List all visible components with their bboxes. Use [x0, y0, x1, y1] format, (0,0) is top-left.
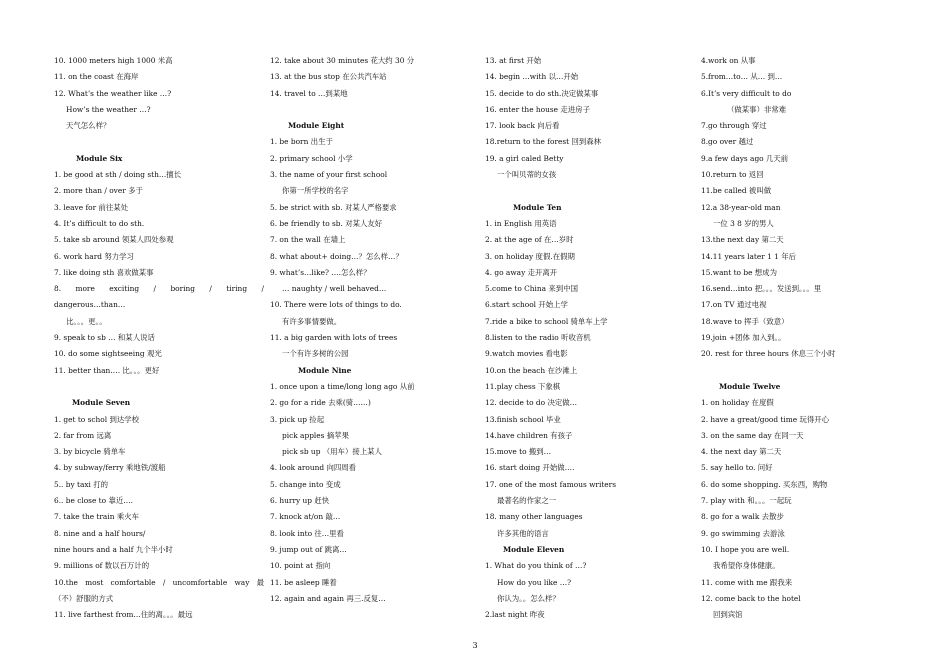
vocab-line: 11. on the coast 在海岸 — [54, 72, 139, 82]
vocab-line: 5.from…to… 从… 到… — [701, 72, 783, 82]
vocab-line: 11.be called 被叫做 — [701, 186, 772, 196]
vocab-line: 7. on the wall 在墙上 — [270, 235, 346, 245]
vocab-line: 3. on the same day 在同一天 — [701, 430, 804, 440]
vocab-line: 13. at first 开始 — [485, 56, 542, 65]
vocab-line: 8. look into 往…里看 — [270, 528, 344, 538]
vocab-line: 7. knock at/on 敲… — [270, 512, 341, 522]
vocab-line: 15. decide to do sth.决定做某事 — [485, 88, 599, 98]
vocab-line: 2. have a great/good time 玩得开心 — [701, 414, 830, 424]
vocab-line: 9. what’s…like? ….怎么样？ — [270, 267, 371, 277]
vocab-line: 6.It’s very difficult to do — [701, 88, 792, 98]
vocab-line: 2. primary school 小学 — [270, 153, 353, 163]
vocab-line: 10. point at 指向 — [270, 561, 331, 571]
vocab-line: How do you like …? — [497, 577, 572, 587]
word: 8. — [54, 284, 62, 294]
vocab-line: 10.return to 返回 — [701, 170, 764, 180]
justified-line — [54, 281, 264, 297]
vocab-line: 4. the next day 第二天 — [701, 447, 782, 457]
vocab-line: 4.work on 从事 — [701, 56, 756, 65]
spacer — [54, 134, 264, 150]
justified-line — [54, 575, 264, 591]
vocab-line: dangerous…than… — [54, 300, 126, 310]
word: exciting — [109, 284, 140, 294]
vocab-line: 天气怎么样？ — [66, 121, 111, 131]
vocab-line: 8. what about+ doing…？怎么样…？ — [270, 251, 403, 261]
vocab-line: 12. come back to the hotel — [701, 593, 801, 603]
vocab-line: 1. be good at sth / doing sth…擅长 — [54, 170, 182, 180]
vocab-line: 有许多事情要做。 — [282, 316, 342, 326]
vocab-line: 1. What do you think of …? — [485, 561, 587, 571]
vocab-line: 14. begin …with 以…开始 — [485, 72, 579, 82]
vocab-line: 12. take about 30 minutes 花大约 30 分 — [270, 56, 415, 65]
vocab-line: 9.a few days ago 几天前 — [701, 153, 789, 163]
vocab-line: 2. more than / over 多于 — [54, 186, 143, 196]
vocab-line: 20. rest for three hours 休息三个小时 — [701, 349, 836, 359]
vocab-line: 比。。。更。。 — [66, 316, 107, 326]
word: most — [85, 577, 104, 587]
vocab-line: 16.send…into 把。。。发送到。。。里 — [701, 284, 822, 294]
vocab-line: 5.come to China 来到中国 — [485, 284, 578, 294]
spacer — [54, 379, 264, 395]
vocab-line: 5. change into 变成 — [270, 479, 341, 489]
vocab-line: 1. on holiday 在度假 — [701, 398, 774, 408]
vocab-line: 10. do some sightseeing 观光 — [54, 349, 162, 359]
vocab-line: 12.a 38-year-old man — [701, 202, 781, 212]
vocab-line: 3. by bicycle 骑单车 — [54, 447, 126, 457]
vocab-line: 12. again and again 再三.反复… — [270, 593, 386, 603]
vocab-line: 6. do some shopping. 买东西，购物 — [701, 479, 828, 489]
vocab-line: 6.start school 开始上学 — [485, 300, 568, 310]
vocab-line: （不）舒服的方式 — [54, 593, 114, 603]
vocab-line: 16. enter the house 走进房子 — [485, 104, 590, 114]
vocab-line: 7. play with 和。。。一起玩 — [701, 496, 792, 506]
vocab-line: 18.return to the forest 回到森林 — [485, 137, 602, 147]
vocab-line: 一个叫贝蒂的女孩 — [497, 170, 557, 180]
vocab-line: 13.finish school 毕业 — [485, 414, 561, 424]
vocab-line: 2. far from 远离 — [54, 430, 112, 440]
column-3 — [485, 53, 695, 623]
vocab-line: 2.last night 昨夜 — [485, 610, 545, 620]
vocab-line: 6. work hard 努力学习 — [54, 251, 134, 261]
word: / — [162, 577, 166, 587]
vocab-line: 10. 1000 meters high 1000 米高 — [54, 56, 173, 65]
spacer — [270, 102, 480, 118]
vocab-line: 11. better than…. 比。。。更好 — [54, 365, 160, 375]
vocab-line: 1. once upon a time/long long ago 从前 — [270, 381, 415, 391]
vocab-line: 1. be born 出生于 — [270, 137, 333, 147]
module-heading: Module Seven — [72, 398, 131, 408]
vocab-line: 7. like doing sth 喜欢做某事 — [54, 267, 154, 277]
vocab-line: 5.. by taxi 打的 — [54, 479, 109, 489]
vocab-line: 回到宾馆 — [713, 610, 743, 620]
vocab-line: 一位 3 8 岁的男人 — [713, 218, 774, 228]
vocab-line: 4. by subway/ferry 乘地铁/渡船 — [54, 463, 166, 473]
spacer — [701, 363, 911, 379]
vocab-line: 14.have children 有孩子 — [485, 430, 573, 440]
vocab-line: 4. It’s difficult to do sth. — [54, 218, 145, 228]
vocab-line: 9. jump out of 跳离… — [270, 544, 347, 554]
vocab-line: 11. a big garden with lots of trees — [270, 333, 398, 343]
vocab-line: 6. hurry up 赶快 — [270, 496, 330, 506]
vocab-line: 3. leave for 前往某处 — [54, 202, 129, 212]
vocab-line: 8. go for a walk 去散步 — [701, 512, 784, 522]
word: boring — [170, 284, 196, 294]
module-heading: Module Eight — [288, 121, 345, 131]
vocab-line: pick sb up （用车）接上某人 — [282, 447, 382, 457]
column-2 — [270, 53, 480, 607]
vocab-line: 3. the name of your first school — [270, 170, 388, 180]
vocab-line: 7.ride a bike to school 骑单车上学 — [485, 316, 608, 326]
vocab-line: 11. be asleep 睡着 — [270, 577, 337, 587]
vocab-line: 5. take sb around 领某人四处参观 — [54, 235, 174, 245]
vocab-line: 15.move to 搬到… — [485, 447, 552, 457]
vocab-line: 最著名的作家之一 — [497, 496, 557, 506]
vocab-line: nine hours and a half 九个半小时 — [54, 544, 173, 554]
vocab-line: How’s the weather …? — [66, 104, 151, 114]
vocab-line: 1. in English 用英语 — [485, 218, 557, 228]
page-number: 3 — [472, 641, 478, 650]
vocab-line: 9.watch movies 看电影 — [485, 349, 568, 359]
vocab-line: 14. travel to …到某地 — [270, 88, 348, 98]
vocab-line: 5. be strict with sb. 对某人严格要求 — [270, 202, 397, 212]
word: way — [234, 577, 250, 587]
vocab-line: 14.11 years later 1 1 年后 — [701, 251, 797, 261]
vocab-line: 17. one of the most famous writers — [485, 479, 616, 489]
word: / — [153, 284, 157, 294]
vocab-line: 11.play chess 下象棋 — [485, 381, 561, 391]
vocab-line: 11. live farthest from…住的离。。。最远 — [54, 610, 193, 620]
vocab-line: 7.go through 穿过 — [701, 121, 767, 131]
vocab-line: 1. get to schol 到达学校 — [54, 414, 140, 424]
vocab-line: 一个有许多树的公园 — [282, 349, 349, 359]
vocab-line: 3. on holiday 度假.在假期 — [485, 251, 575, 261]
vocab-line: 16. start doing 开始做…. — [485, 463, 575, 473]
vocab-line: 11. come with me 跟我来 — [701, 577, 793, 587]
vocab-line: 2. go for a ride 去乘(骑……) — [270, 398, 371, 408]
vocab-line: 17. look back 向后看 — [485, 121, 560, 131]
vocab-line: 10. I hope you are well. — [701, 544, 790, 554]
vocab-line: 许多其他的语言 — [497, 528, 549, 538]
vocab-line: 你认为。。怎么样？ — [497, 593, 560, 603]
vocab-line: 5. say hello to. 问好 — [701, 463, 773, 473]
vocab-line: 8.go over 越过 — [701, 137, 754, 147]
vocab-line: 9. millions of 数以百万计的 — [54, 561, 150, 571]
vocab-line: 7. take the train 乘火车 — [54, 512, 139, 522]
word: / — [209, 284, 212, 294]
vocab-line: 13.the next day 第二天 — [701, 235, 784, 245]
word: / — [261, 284, 264, 294]
vocab-line: 12. decide to do 决定做… — [485, 398, 578, 408]
word: uncomfortable — [172, 577, 228, 587]
vocab-line: 你第一所学校的名字 — [282, 186, 349, 196]
module-heading: Module Six — [76, 153, 123, 163]
spacer — [485, 183, 695, 199]
module-heading: Module Eleven — [503, 544, 565, 554]
vocab-line: 4. look around 向四周看 — [270, 463, 357, 473]
column-1 — [54, 53, 264, 623]
vocab-line: 10.on the beach 在沙滩上 — [485, 365, 578, 375]
column-4 — [701, 53, 911, 623]
vocab-line: 9. speak to sb … 和某人说话 — [54, 333, 155, 343]
vocab-line: 9. go swimming 去游泳 — [701, 528, 785, 538]
vocab-line: 6.. be close to 靠近…. — [54, 496, 133, 506]
vocab-line: 13. at the bus stop 在公共汽车站 — [270, 72, 387, 82]
vocab-line: 3. pick up 捡起 — [270, 414, 325, 424]
vocab-line: pick apples 摘苹果 — [282, 430, 349, 440]
vocab-line: 8. nine and a half hours/ — [54, 528, 146, 538]
vocab-line: 10. There were lots of things to do. — [270, 300, 402, 310]
vocab-line: 我希望你身体健康。 — [713, 561, 780, 571]
word: more — [75, 284, 95, 294]
vocab-line: 19. a girl caled Betty — [485, 153, 564, 163]
vocab-line: 15.want to be 想成为 — [701, 267, 777, 277]
module-heading: Module Twelve — [719, 381, 781, 391]
word: 10.the — [54, 577, 78, 587]
vocab-line: 18.wave to 挥手（致意） — [701, 316, 789, 326]
vocab-line: 12. What’s the weather like …? — [54, 88, 172, 98]
module-heading: Module Ten — [513, 202, 562, 212]
vocab-line: 17.on TV 通过电视 — [701, 300, 767, 310]
word: tiring — [226, 284, 248, 294]
vocab-line: 6. be friendly to sb. 对某人友好 — [270, 218, 383, 228]
word: 最 — [256, 577, 264, 587]
module-heading: Module Nine — [298, 365, 352, 375]
vocab-line: … naughty / well behaved… — [282, 284, 387, 294]
vocab-line: 8.listen to the radio 听收音机 — [485, 333, 591, 343]
vocab-line: 19.join +团体 加入到。。 — [701, 333, 786, 343]
vocab-line: 2. at the age of 在…岁时 — [485, 235, 574, 245]
vocab-line: （做某事）非常难 — [727, 104, 787, 114]
vocab-line: 18. many other languages — [485, 512, 583, 522]
vocab-line: 4. go away 走开离开 — [485, 267, 558, 277]
word: comfortable — [110, 577, 156, 587]
